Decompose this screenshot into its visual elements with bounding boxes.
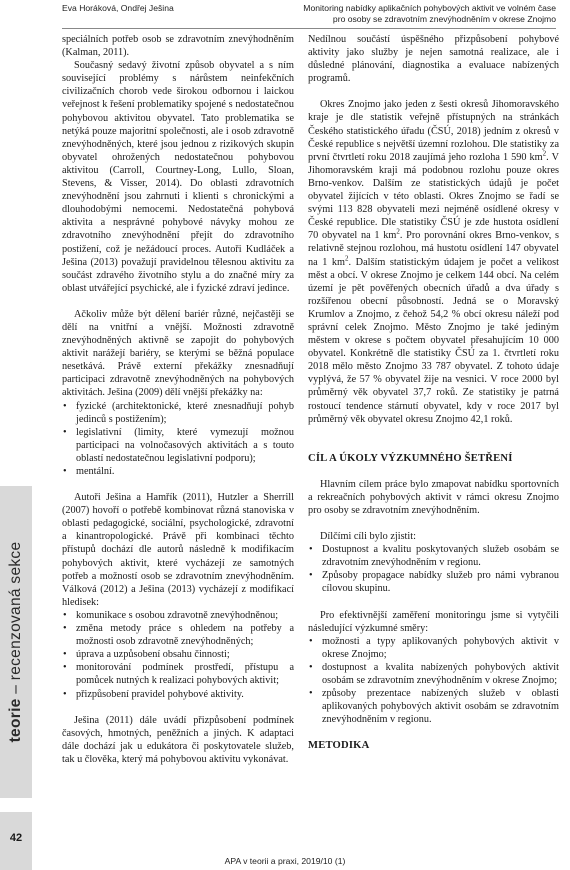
paragraph: speciálních potřeb osob se zdravotním znevýhodněním (Kalman, 2011). [62, 34, 294, 59]
right-column [308, 33, 559, 753]
section-heading: CÍL A ÚKOLY VÝZKUMNÉHO ŠETŘENÍ [308, 452, 513, 464]
section-label-separator: – [7, 680, 24, 699]
text-run: . Pro porovnání okres Brno-venkov, s relativně stejnou rozlohou, má hustotu osídlení 147 obyvatel na 1 km [308, 230, 559, 268]
running-header-title-line2: pro osoby se zdravotním znevýhodněním v okrese Znojmo [332, 14, 556, 24]
superscript: 2 [542, 149, 547, 158]
spacer [308, 426, 559, 452]
page-number: 42 [9, 832, 23, 844]
spacer [62, 701, 294, 714]
running-header-authors: Eva Horáková, Ondřej Ješina [62, 3, 174, 13]
spacer [308, 465, 559, 478]
list-item: • Dostupnost a kvalitu poskytovaných služeb osobám se zdravotním znevýhodněním v regionu. [308, 543, 559, 569]
paragraph: Dílčími cíli bylo zjistit: [320, 531, 416, 543]
text-run: . V Jihomoravském kraji má podobnou rozlohu pouze okres Brno-venkov. Dalším ze statistických údajů je počet obyvatel žijících v této oblasti. Okres Znojmo se řadí se svými 113 828 obyvateli mezi nejméně osídlené okresy v České republice. Dle statistiky ČSÚ je zde hustota osídlení 70 obyvatel na 1 km [308, 151, 559, 242]
list-item: • přizpůsobení pravidel pohybové aktivity. [62, 688, 294, 701]
spacer [62, 295, 294, 308]
list-item: • komunikace s osobou zdravotně znevýhodněnou; [62, 609, 294, 622]
list-item: • dostupnost a kvalita nabízených pohybových aktivit osobám se zdravotním znevýhodněním v okrese Znojmo; [308, 661, 559, 687]
paragraph: Ješina (2011) dále uvádí přizpůsobení podmínek časových, hmotných, peněžních a jiných. K adaptaci dále dochází jak u edukátora či poskytovatele služeb, tak u člověka, který má pohybovou aktivitu vykonávat. [62, 714, 294, 765]
spacer [308, 596, 559, 609]
section-heading: METODIKA [308, 740, 370, 752]
superscript: 2 [396, 227, 400, 236]
running-header-title-line1: Monitoring nabídky aplikačních pohybových aktivit ve volném čase [303, 3, 556, 13]
text-run: . Dalším statistickým údajem je počet a velikost měst a obcí. V okrese Znojmo je celkem 144 obcí. Na celém území je pět pověřených obecních úřadů a dva úřady s rozšířenou obecní působností. Jedná se o Moravský Krumlov a Znojmo, z čehož 54,2 % obcí okresu náleží pod správní celek Znojmo. Město Znojmo je také jediným městem v okrese s počtem obyvatel přesahujícím 10 000 obyvatel. Konkrétně dle statistiky ČSÚ za 1. čtvrtletí roku 2018 mělo město Znojmo 33 787 obyvatel. Z tohoto údaje vyplývá, že 57 % obyvatel žije na vesnici. V roce 2000 byl průměrný věk obyvatel 37,7 roků. Ze statistiky je patrná rostoucí tendence stárnutí obyvatel, kdy v roce 2017 byl průměrný věk obyvatel okresu Znojmo 42,1 roků. [308, 256, 559, 425]
section-sidebar-label [7, 542, 25, 743]
section-label-main: teorie [7, 698, 24, 743]
paragraph: Autoři Ješina a Hamřík (2011), Hutzler a Sherrill (2007) hovoří o potřebě kombinovat různá stanoviska v oblasti pedagogické, sociální, psychologické, zdravotní a kinantropologické. Právě při kombinaci těchto přístupů dochází dle autorů následně k modifikacím pohybových aktivit, které vycházejí ze samotných potřeb a možností osob se zdravotním znevýhodněním. Válková (2012) a Ješina (2013) vycházejí z modifikací hledisek: [62, 492, 294, 608]
bullet-list [308, 543, 559, 595]
list-item: • změna metody práce s ohledem na potřeby a možnosti osob zdravotně znevýhodněných; [62, 622, 294, 648]
list-item: • možnosti a typy aplikovaných pohybových aktivit v okrese Znojmo; [308, 635, 559, 661]
header-rule [62, 28, 556, 29]
paragraph: Nedílnou součástí úspěšného přizpůsobení pohybové aktivity jako služby je nejen samotná realizace, ale i důsledné plánování, diagnostika a evaluace nabízených programů. [308, 34, 559, 85]
list-item: • způsoby prezentace nabízených služeb v oblasti aplikovaných pohybových aktivit osobám se zdravotním znevýhodněním v regionu. [308, 687, 559, 726]
list-item: • fyzické (architektonické, které znesnadňují pohyb jedinců s postižením); [62, 400, 294, 426]
paragraph: Hlavním cílem práce bylo zmapovat nabídku sportovních a rekreačních pohybových aktivit v rámci okresu Znojmo pro osoby se zdravotním znevýhodněním. [308, 478, 559, 516]
bullet-list [308, 635, 559, 727]
paragraph: Ačkoliv může být dělení bariér různé, nejčastěji se dělí na vnitřní a vnější. Možnosti zdravotně znevýhodněných aktivně se zapojit do pohybových aktivit narážejí bariéry, se kterými se běžná populace nesetkává. Právě externí překážky znesnadňují participaci zdravotně znevýhodněných na pohybových aktivitách. Ješina (2009) dělí vnější překážky na: [62, 308, 294, 399]
paragraph: Pro efektivnější zaměření monitoringu jsme si vytyčili následující výzkumné směry: [308, 609, 559, 634]
spacer [308, 726, 559, 739]
section-label-sub: recenzovaná sekce [7, 541, 24, 681]
spacer [308, 85, 559, 98]
text-run: Okres Znojmo jako jeden z šesti okresů Jihomoravského kraje je dle statistik veřejně přístupných na stránkách Českého statistického úřadu (ČSÚ, 2018) jedním z okresů v České republice s největší územní rozlohou. Dle statistiky za první čtvrtletí roku 2018 zaujímá jeho rozloha 1 590 km [308, 99, 559, 163]
left-column [62, 33, 294, 766]
list-item: • úprava a uzpůsobení obsahu činnosti; [62, 648, 294, 661]
spacer [62, 478, 294, 491]
bullet-list [62, 400, 294, 479]
list-item: • monitorování podmínek prostředí, přístupu a pomůcek nutných k realizaci pohybových aktivit; [62, 661, 294, 687]
paragraph [308, 98, 559, 425]
footer-journal: APA v teorii a praxi, 2019/10 (1) [224, 856, 346, 866]
superscript: 2 [345, 254, 349, 263]
list-item: • Způsoby propagace nabídky služeb pro námi vybranou cílovou skupinu. [308, 569, 559, 595]
paragraph: Současný sedavý životní způsob obyvatel a s ním související problémy s nárůstem neinfekčních civilizačních chorob vede širokou odbornou i laickou veřejnost k řešení problematiky spojené s nedostatečnou pohybovou aktivitou obyvatel. Tato problematika se netýká pouze majoritní společnosti, ale i osob zdravotně znevýhodněných, které jsou jednou z rizikových skupin obyvatel ohrožených nedostatečnou pohybovou aktivitou (Carroll, Courtney-Long, Lullo, Sloan, Stevens, & Visser, 2014). Do oblasti zdravotních znevýhodnění jsou zahrnuti i klienti s chronickými a dlouhodobými nemocemi. Nedostatečná pohybová aktivita a nesprávné pohybové návyky mohou ze zdravotního znevýhodnění přejít do zdravotního postižení, což je nežádoucí proces. Autoři Kudláček a Ješina (2013) považují pravidelnou tělesnou aktivitu za součást zdravého životního stylu a do značné míry za oblast utvářející psychické, ale i fyzické zdraví jedince. [62, 60, 294, 294]
bullet-list [62, 609, 294, 701]
list-item: • mentální. [62, 465, 294, 478]
running-header-title [303, 3, 556, 25]
spacer [308, 517, 559, 530]
list-item: • legislativní (limity, které vymezují možnou participaci na volnočasových aktivitách a s touto oblastí nedostatečnou legislativní podporu); [62, 426, 294, 465]
